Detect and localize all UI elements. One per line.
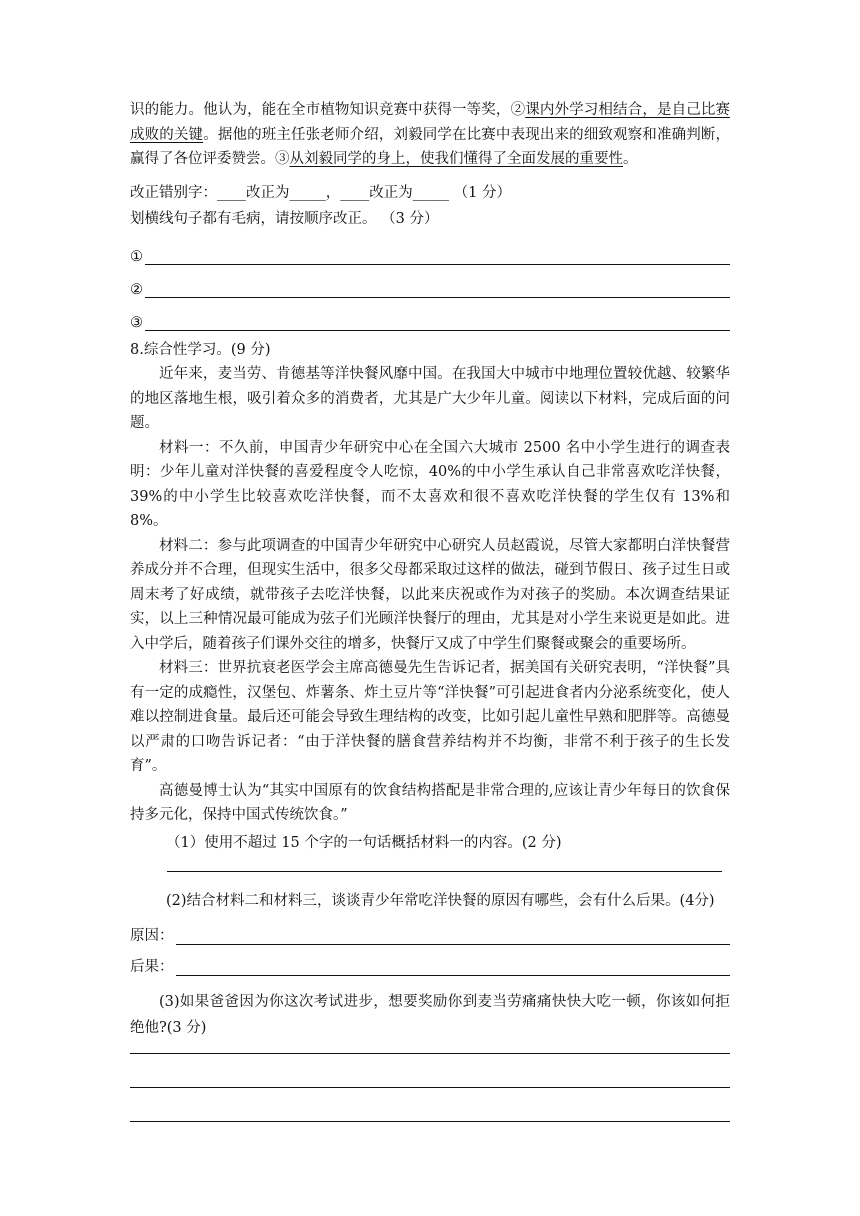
material-1: 材料一：不久前，申国青少年研究中心在全国六大城市 2500 名中小学生进行的调查表明：少年儿童对洋快餐的喜爱程度令人吃惊，40%的中小学生承认自己非常喜欢吃洋快餐，39%的中小学生比较喜欢吃洋快餐，而不太喜欢和很不喜欢吃洋快餐的学生仅有 13%和 8%。 (130, 439, 730, 529)
question-8-title: 8.综合性学习。(9 分) (130, 341, 271, 358)
answer-line-label: ① (130, 248, 143, 265)
reason-line[interactable] (130, 915, 730, 945)
answer-line-label: ③ (130, 314, 143, 331)
sub-question-3: (3)如果爸爸因为你这次考试进步，想要奖励你到麦当劳痛痛快快大吃一顿，你该如何拒绝他?(3 分) (130, 993, 730, 1036)
material-3: 材料三：世界抗衰老医学会主席高德曼先生告诉记者，据美国有关研究表明，“洋快餐”具有一定的成瘾性，汉堡包、炸薯条、炸土豆片等“洋快餐”可引起进食者内分泌系统变化，使人难以控制进食量。最后还可能会导致生理结构的改变，比如引起儿童性早熟和肥胖等。高德曼以严肃的口吻告诉记者：“由于洋快餐的膳食营养结构并不均衡，非常不利于孩子的生长发育”。 (130, 660, 730, 774)
answer-line-label: ② (130, 281, 143, 298)
answer-rule-sq1[interactable] (167, 871, 722, 872)
question-8-intro: 近年来，麦当劳、肯德基等洋快餐风靡中国。在我国大中城市中地理位置较优越、较繁华的地区落地生根，吸引着众多的消费者，尤其是广大少年儿童。阅读以下材料，完成后面的问题。 (130, 366, 730, 431)
reason-label: 原因： (130, 927, 174, 944)
reason-rule[interactable] (176, 926, 731, 945)
exam-page (130, 98, 730, 1122)
material-4: 高德曼博士认为“其实中国原有的饮食结构搭配是非常合理的,应该让青少年每日的饮食保持多元化，保持中国式传统饮食。” (130, 782, 730, 823)
result-label: 后果： (130, 958, 174, 975)
intro-text-2: 。据他的班主任张老师介绍，刘毅同学在比赛中表现出来的细致观察和准确判断，赢得了各位评委赞尝。③ (130, 126, 730, 167)
material-2: 材料二：参与此项调查的中国青少年研究中心研究人员赵霞说，尽管大家都明白洋快餐营养成分并不合理，但现实生活中，很多父母都采取过这样的做法，碰到节假日、孩子过生日或周末考了好成绩，就带孩子去吃洋快餐，以此来庆祝或作为对孩子的奖励。本次调查结果证实，以上三种情况最可能成为弦子们光顾洋快餐厅的理由，尤其是对小学生来说更是如此。进入中学后，随着孩子们课外交往的增多，快餐厅又成了中学生们聚餐或聚会的重要场所。 (130, 537, 730, 652)
underlined-sentence-3: 从刘毅同学的身上，使我们懂得了全面发展的重要性 (289, 151, 623, 167)
revise-instruction: 划横线句子都有毛病，请按顺序改正。 （3 分） (130, 211, 439, 227)
underlined-sentence-2: 课内外学习相结合，是自己比赛成败的关键 (130, 102, 731, 143)
answer-rule-sq3-3[interactable] (130, 1121, 730, 1122)
sub-question-1: （1）使用不超过 15 个字的一句话概括材料一的内容。(2 分) (166, 834, 562, 851)
answer-rule[interactable] (145, 312, 730, 331)
answer-rule-sq3-2[interactable] (130, 1087, 730, 1088)
answer-rule-sq3-1[interactable] (130, 1053, 730, 1054)
correct-typos-prompt: 改正错别字：____改正为_____，____改正为_____ （1 分） (130, 184, 511, 201)
result-rule[interactable] (176, 957, 731, 976)
sub-question-2: (2)结合材料二和材料三，谈谈青少年常吃洋快餐的原因有哪些，会有什么后果。(4分) (166, 892, 715, 909)
answer-line-2[interactable] (130, 265, 730, 298)
intro-paragraph (130, 98, 730, 172)
answer-rule[interactable] (145, 279, 730, 298)
answer-line-1[interactable] (130, 232, 730, 265)
answer-rule[interactable] (145, 246, 730, 265)
intro-text-1: 识的能力。他认为，能在全市植物知识竞赛中获得一等奖，② (130, 102, 526, 118)
answer-line-3[interactable] (130, 298, 730, 331)
intro-text-3: 。 (623, 151, 638, 167)
result-line[interactable] (130, 945, 730, 976)
